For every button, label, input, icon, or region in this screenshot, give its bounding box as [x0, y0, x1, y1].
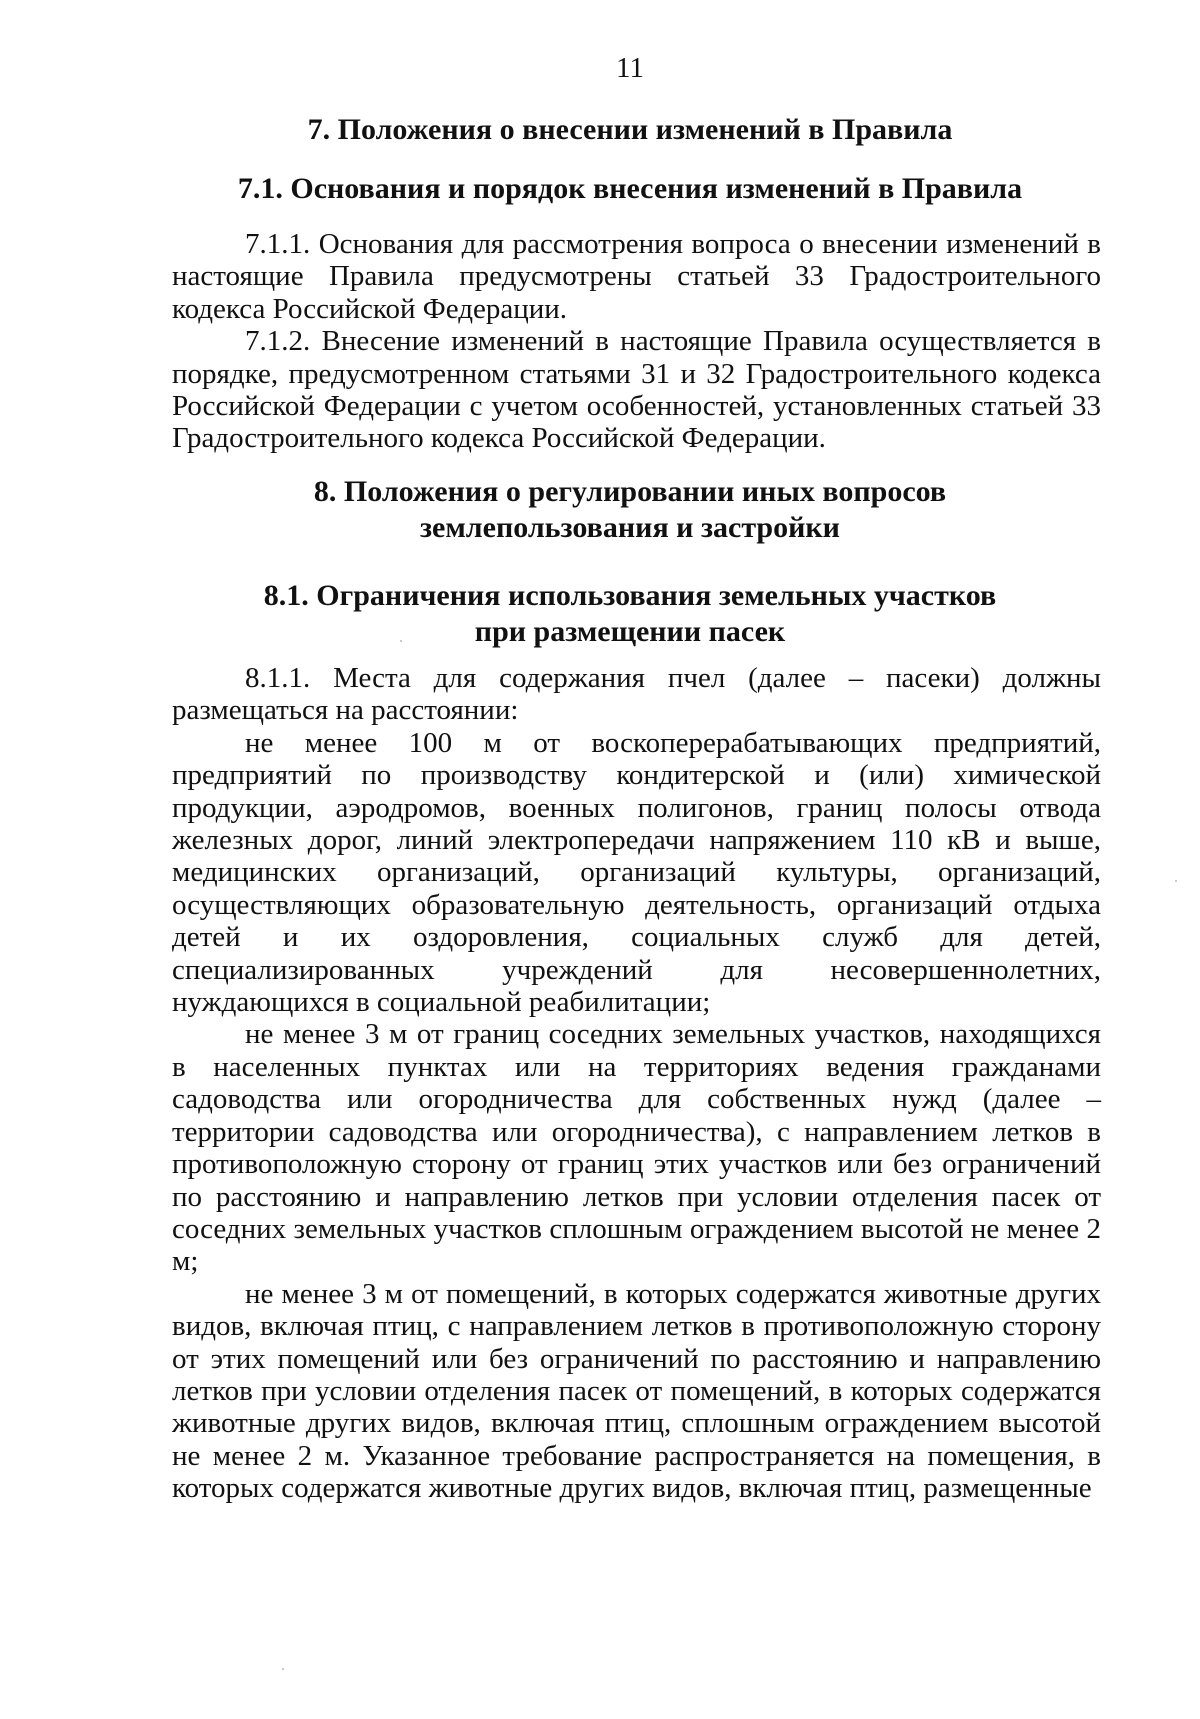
section-7-title [0, 112, 1200, 148]
section-7-1-title [0, 171, 1200, 207]
paragraph-7-1-1: 7.1.1. Основания для рассмотрения вопроса о внесении изменений в настоящие Правила предусмотрены статьей 33 Градостроительного кодекса Российской Федерации. [172, 228, 1101, 325]
section-8-title-line1: 8. Положения о регулировании иных вопросов [313, 475, 947, 508]
section-8-1-title [0, 578, 1200, 650]
list-item-3m-land: не менее 3 м от границ соседних земельных участков, находящихся в населенных пунктах или на территориях ведения гражданами садоводства или огородничества для собственных нужд (далее – территории садоводства или огородничества), с направлением летков в противоположную сторону от границ этих участков или без ограничений по расстоянию и направлению летков при условии отделения пасек от соседних земельных участков сплошным ограждением высотой не менее 2 м; [172, 1018, 1101, 1278]
scan-speck [282, 1668, 284, 1670]
section-7-title-text: 7. Положения о внесении изменений в Правила [307, 113, 953, 146]
section-8-1-title-line1: 8.1. Ограничения использования земельных участков [263, 579, 997, 612]
section-8-body [172, 662, 1101, 1505]
paragraph-8-1-1: 8.1.1. Места для содержания пчел (далее – пасеки) должны размещаться на расстоянии: [172, 662, 1101, 727]
section-7-body [172, 228, 1101, 455]
section-7-1-title-text: 7.1. Основания и порядок внесения изменений в Правила [237, 172, 1023, 205]
section-8-title [0, 474, 1200, 546]
scan-speck [1175, 880, 1177, 882]
section-8-title-line2: землепользования и застройки [420, 511, 840, 544]
section-8-1-title-line2: при размещении пасек [474, 615, 786, 648]
scan-speck [400, 640, 402, 642]
list-item-3m-premises: не менее 3 м от помещений, в которых содержатся животные других видов, включая птиц, с направлением летков в противоположную сторону от этих помещений или без ограничений по расстоянию и направлению летков при условии отделения пасек от помещений, в которых содержатся животные других видов, включая птиц, сплошным ограждением высотой не менее 2 м. Указанное требование распространяется на помещения, в которых содержатся животные других видов, включая птиц, размещенные [172, 1277, 1101, 1505]
list-item-100m: не менее 100 м от воскоперерабатывающих предприятий, предприятий по производству кондитерской и (или) химической продукции, аэродромов, военных полигонов, границ полосы отвода железных дорог, линий электропередачи напряжением 110 кВ и выше, медицинских организаций, организаций культуры, организаций, осуществляющих образовательную деятельность, организаций отдыха детей и их оздоровления, социальных служб для детей, специализированных учреждений для несовершеннолетних, нуждающихся в социальной реабилитации; [172, 726, 1101, 1019]
page-number: 11 [616, 52, 644, 84]
paragraph-7-1-2: 7.1.2. Внесение изменений в настоящие Правила осуществляется в порядке, предусмотренном статьями 31 и 32 Градостроительного кодекса Российской Федерации с учетом особенностей, установленных статьей 33 Градостроительного кодекса Российской Федерации. [172, 325, 1101, 455]
